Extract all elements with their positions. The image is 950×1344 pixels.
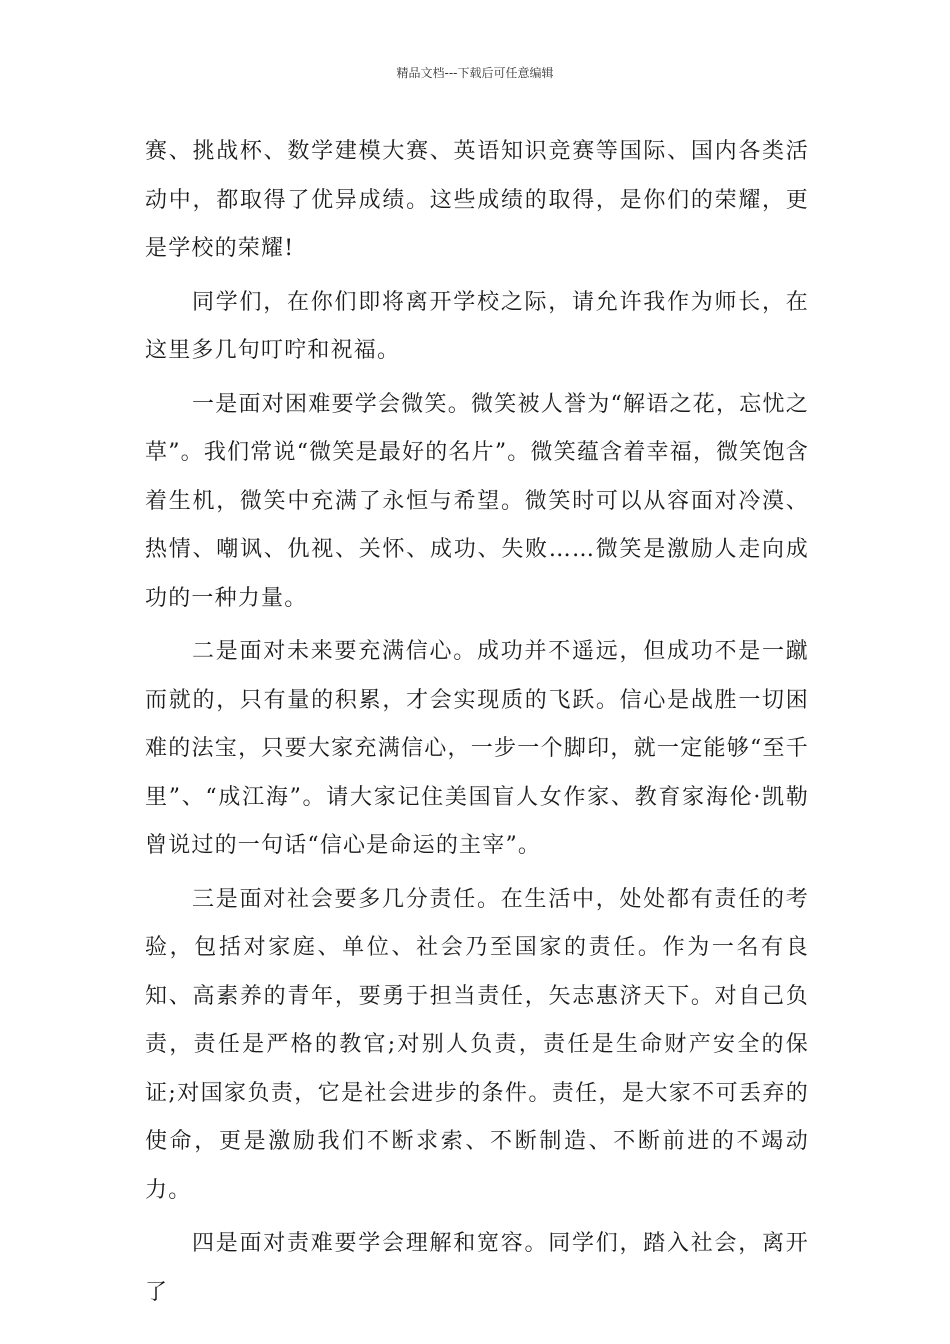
document-body (145, 128, 809, 1317)
paragraph-point-four: 四是面对责难要学会理解和宽容。同学们，踏入社会，离开了 (145, 1231, 809, 1305)
paragraph-address: 同学们，在你们即将离开学校之际，请允许我作为师长，在这里多几句叮咛和祝福。 (145, 289, 809, 363)
page-header: 精品文档---下载后可任意编辑 (396, 66, 554, 80)
paragraph-continued: 赛、挑战杯、数学建模大赛、英语知识竞赛等国际、国内各类活动中，都取得了优异成绩。这些成绩的取得，是你们的荣耀，更是学校的荣耀! (145, 139, 809, 261)
paragraph-point-three: 三是面对社会要多几分责任。在生活中，处处都有责任的考验，包括对家庭、单位、社会乃至国家的责任。作为一名有良知、高素养的青年，要勇于担当责任，矢志惠济天下。对自己负责，责任是严格的教官;对别人负责，责任是生命财产安全的保证;对国家负责，它是社会进步的条件。责任，是大家不可丢弃的使命，更是激励我们不断求索、不断制造、不断前进的不竭动力。 (145, 886, 809, 1203)
paragraph-point-two: 二是面对未来要充满信心。成功并不遥远，但成功不是一蹴而就的，只有量的积累，才会实现质的飞跃。信心是战胜一切困难的法宝，只要大家充满信心，一步一个脚印，就一定能够“至千里”、“成江海”。请大家记住美国盲人女作家、教育家海伦·凯勒曾说过的一句话“信心是命运的主宰”。 (145, 639, 809, 858)
paragraph-point-one: 一是面对困难要学会微笑。微笑被人誉为“解语之花，忘忧之草”。我们常说“微笑是最好的名片”。微笑蕴含着幸福，微笑饱含着生机，微笑中充满了永恒与希望。微笑时可以从容面对冷漠、热情、嘲讽、仇视、关怀、成功、失败……微笑是激励人走向成功的一种力量。 (145, 391, 809, 611)
